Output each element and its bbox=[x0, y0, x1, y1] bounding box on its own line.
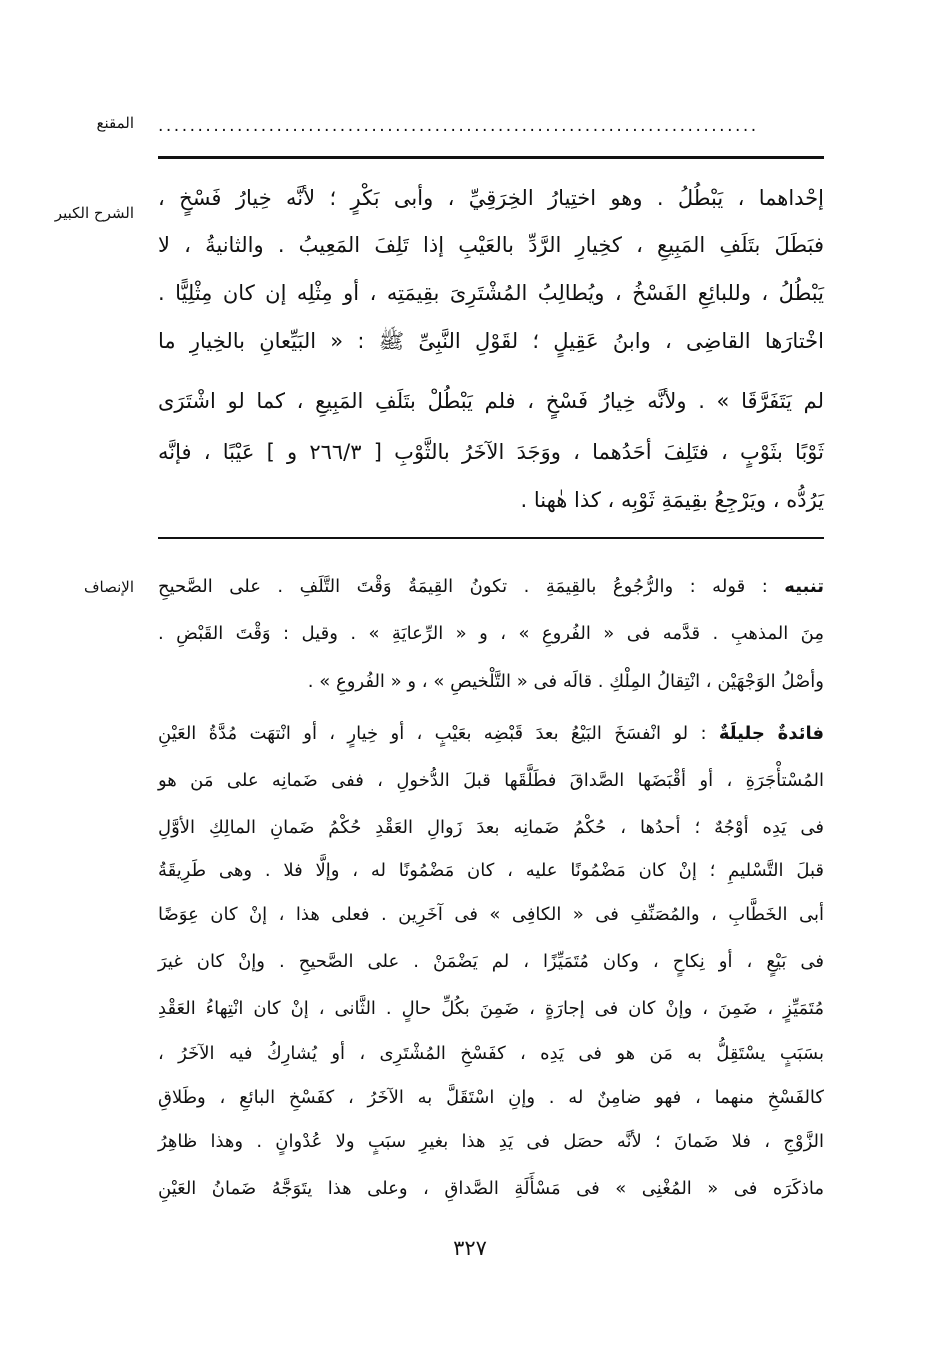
text-line: مِنَ المذهبِ . قدَّمه فى « الفُروعِ » ، و « الرِّعايَةِ » . وقيل : وَقْتَ القَبْضِ . bbox=[158, 623, 824, 644]
text-line: يَبْطُلُ ، وللبائِعِ الفَسْخُ ، ويُطالِبُ المُشْتَرِىَ بقِيمَتِه ، أو مِثْلِه إن كان مِثْلِيًّا . bbox=[158, 281, 824, 305]
header-dotted-leader: ............................................................................ bbox=[158, 116, 759, 136]
text-line bbox=[158, 725, 824, 743]
text-line: فى يَدِه أوْجُهٌ ؛ أحدُها ، حُكْمُ ضَمانِه بعدَ زَوالِ العَقْدِ حُكْمُ ضَمانِ المالِكِ الأوَّلِ bbox=[158, 817, 824, 838]
text-line: فى بَيْعٍ ، أو نِكاحٍ ، وكان مُتَمَيِّزًا ، لم يَضْمَنْ . على الصَّحيحِ . وإنْ كان غيرَ bbox=[158, 951, 824, 972]
text-line: فبَطَلَ بتَلَفِ المَبِيعِ ، كخِيارِ الرَّدِّ بالعَيْبِ إذا تَلِفَ المَعِيبُ . والثانيةُ ، لا bbox=[158, 233, 824, 257]
page-number: ٣٢٧ bbox=[453, 1236, 487, 1260]
text-line: ماذكَرَه فى « المُغْنِى » فى مَسْأَلَةِ الصَّداقِ ، وعلى هذا يتَوَجَّهُ ضَمانُ العَيْنِ bbox=[158, 1178, 824, 1199]
text-line: وأصْلُ الوَجْهَيْن ، انْتِقالُ المِلْكِ . قالَه فى « التَّلْخيصِ » ، و « الفُروعِ » . bbox=[307, 671, 824, 692]
text-line: قبلَ التَّسْليمِ ؛ إنْ كان مَضْمُونًا عليه ، كان مَضْمُونًا له ، وإلَّا فلا . وهى طَرِيقَةُ bbox=[158, 860, 824, 881]
paragraph-lead-faida: فائدةٌ جليلَةٌ bbox=[718, 723, 824, 744]
margin-label-insaf: الإنصاف bbox=[83, 578, 134, 596]
text-line: الزَّوْجِ ، فلا ضَمانَ ؛ لأنَّه حصَل فى يَدِ هذا بغيرِ سبَبٍ ولا عُدْوانٍ . وهذا ظاهِرُ bbox=[158, 1131, 824, 1152]
text-line: إحْداهما ، يَبْطُلُ . وهو اختِيارُ الخِرَقِيِّ ، وأبى بَكْرٍ ؛ لأنَّه خِيارُ فَسْخٍ ، bbox=[158, 186, 824, 210]
text-line: اخْتارَها القاضِى ، وابنُ عَقِيلٍ ؛ لقَوْلِ النَّبِىِّ ﷺ : « البَيِّعانِ بالخِيارِ ما bbox=[158, 329, 824, 353]
text-span: : لو انْفسَخَ البَيْعُ بعدَ قَبْضِه بعَيْبٍ ، أو خِيارٍ ، أو انْتهَت مُدَّةُ العَيْنِ bbox=[158, 723, 707, 744]
text-line: كالفَسْخِ منهما ، فهو ضامِنٌ له . وإنِ اسْتَقَلَّ به الآخَرُ ، كفَسْخِ البائعِ ، وطَلاقِ bbox=[158, 1087, 824, 1108]
text-line: مُتَمَيِّزٍ ، ضَمِنَ ، وإنْ كان فى إجارَةٍ ، ضَمِنَ بكُلِّ حالٍ . الثَّانى ، إنْ كان انْتِهاءُ العَقْدِ bbox=[158, 998, 824, 1019]
section-divider bbox=[158, 537, 824, 539]
text-line: المُسْتأْجَرَةِ ، أو أقْبَضَها الصَّداقَ فطَلَّقَها قبلَ الدُّخولِ ، ففى ضَمانِه على مَن هو bbox=[158, 770, 824, 791]
text-line: بسَبَبٍ يسْتَقِلُّ به مَن هو فى يَدِه ، كفَسْخِ المُشْتَرِى ، أو يُشارِكُ فيه الآخَرُ ، bbox=[158, 1043, 824, 1064]
text-line: أبى الخَطَّابِ ، والمُصَنِّفِ فى « الكافِى » فى آخَرِين . فعلى هذا ، إنْ كان عِوَضًا bbox=[158, 904, 824, 925]
text-span: : قوله : والرُّجُوعُ بالقِيمَةِ . تكونُ القِيمَةُ وَقْتَ التَّلَفِ . على الصَّحيحِ bbox=[158, 576, 768, 597]
text-line: لم يَتَفَرَّقَا » . ولأنَّه خِيارُ فَسْخٍ ، فلم يَبْطُلْ بتَلَفِ المَبِيعِ ، كما لو اشْتَرَى bbox=[158, 389, 824, 413]
text-line: ثَوْبًا بثَوْبٍ ، فتَلِفَ أحَدُهما ، ووَجَدَ الآخَرُ بالثَّوْبِ [ ٢٦٦/٣ و ] عَيْبًا ، فإنَّه bbox=[158, 440, 824, 464]
text-line bbox=[158, 578, 824, 596]
header-rule bbox=[158, 156, 824, 159]
margin-label-sharh: الشرح الكبير bbox=[54, 204, 134, 222]
paragraph-lead-tanbih: تنبيه bbox=[784, 576, 824, 597]
running-title: المقنع bbox=[96, 114, 134, 132]
text-line: يَرُدُّه ، ويَرْجِعُ بقِيمَةِ ثَوْبِه ، كذا هٰهنا . bbox=[520, 488, 824, 512]
